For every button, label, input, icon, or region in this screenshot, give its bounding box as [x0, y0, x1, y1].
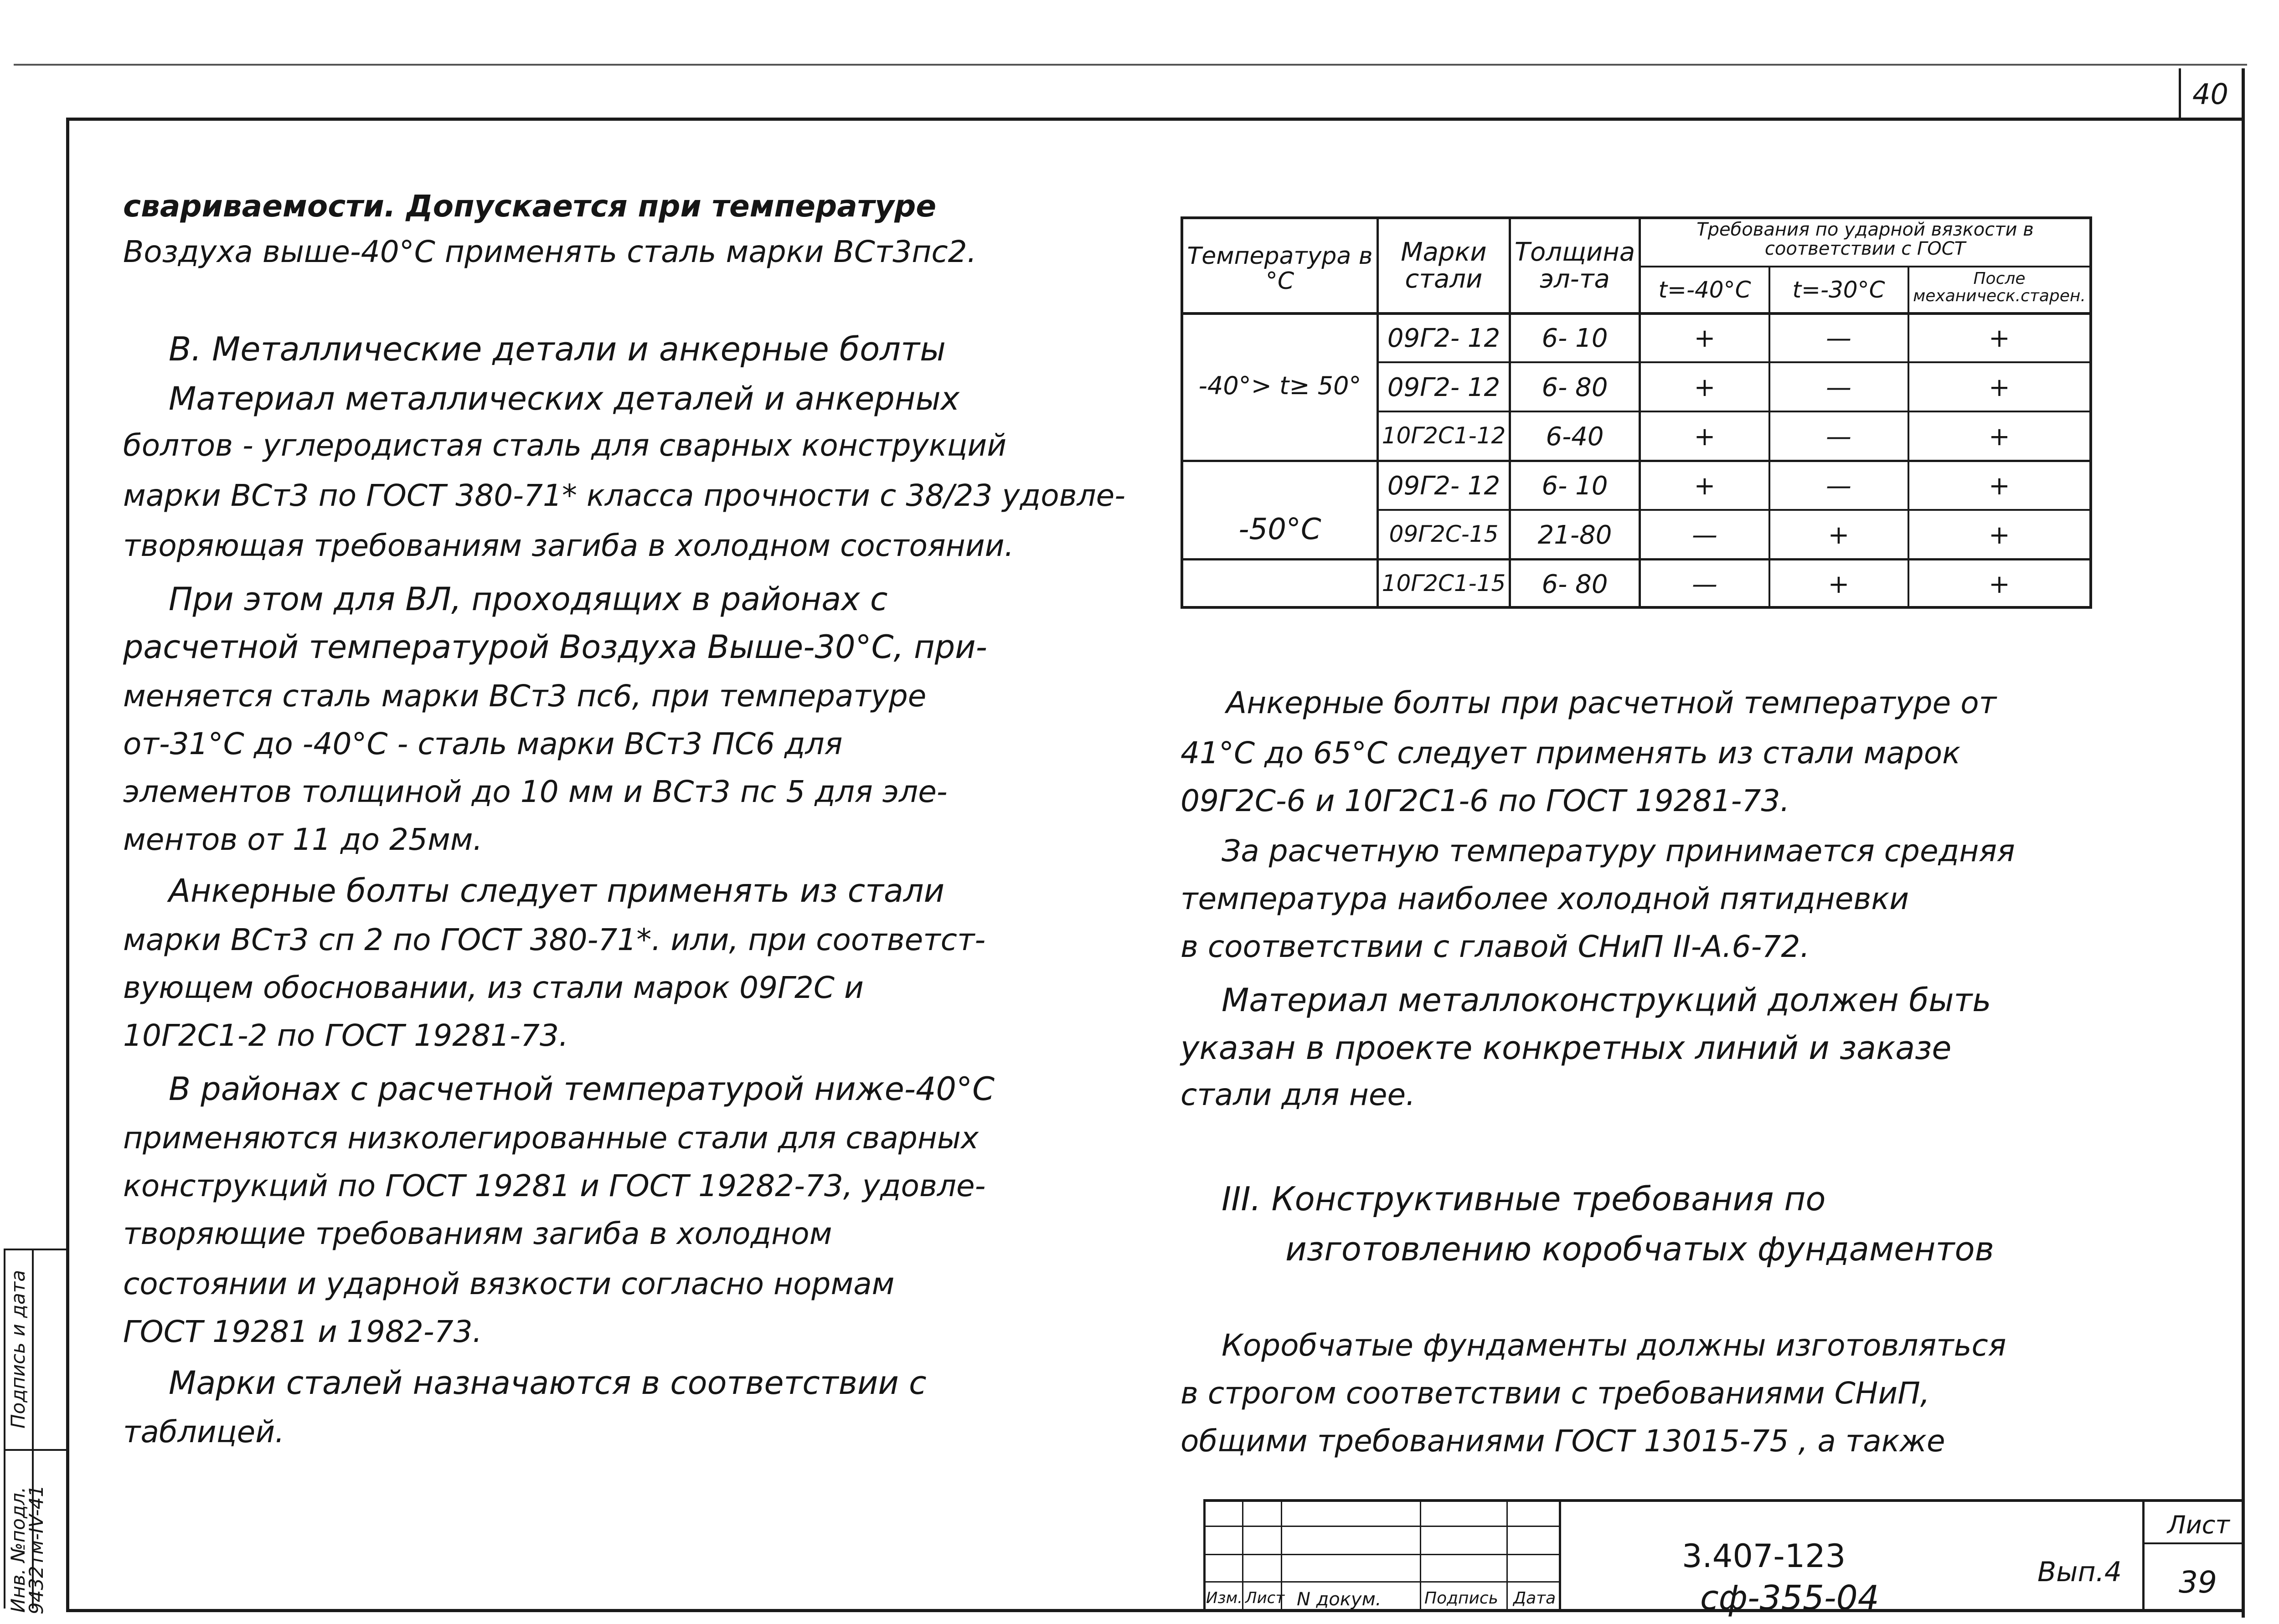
bottom-code: сф-355-04 [1700, 1578, 1879, 1618]
cell-impact-aged: + [1989, 373, 2010, 402]
cell-impact-aged: + [1989, 520, 2010, 550]
text-line: творяющая требованиям загиба в холодном состоянии. [123, 528, 1014, 563]
text-line: от-31°С до -40°С - сталь марки ВСт3 ПС6 для [123, 726, 843, 761]
cell-grade: 10Г2С1-15 [1382, 570, 1506, 596]
stamp-label: Подпись и дата [7, 1270, 29, 1429]
table-border-right [2089, 216, 2092, 609]
tb-col-label: Подпись [1424, 1589, 1498, 1608]
text-line: ГОСТ 19281 и 1982-73. [123, 1314, 482, 1349]
sheet-number: 39 [2179, 1565, 2217, 1600]
tb-col [1506, 1499, 1508, 1612]
text-line: таблицей. [123, 1414, 285, 1449]
frame-left [66, 118, 69, 1612]
cell-impact-40: — [1692, 520, 1717, 550]
stamp-number: 9432тм-IV-41 [25, 1485, 47, 1615]
text-line: При этом для ВЛ, проходящих в районах с [169, 581, 888, 618]
text-line: Анкерные болты следует применять из стали [169, 872, 945, 910]
header-impact-col: t=-30°С [1792, 277, 1885, 303]
header-temperature: Температура в °С [1187, 242, 1373, 295]
cell-impact-30: — [1826, 373, 1851, 402]
row-line [1377, 361, 2092, 363]
text-line: меняется сталь марки ВСт3 пс6, при температуре [123, 678, 927, 714]
text-line: марки ВСт3 по ГОСТ 380-71* класса прочности с 38/23 удовле- [123, 478, 1126, 513]
cell-thickness: 21-80 [1537, 520, 1612, 550]
stamp-border [4, 1249, 5, 1609]
cell-impact-40: + [1694, 324, 1716, 353]
row-line [1181, 558, 2092, 560]
top-edge-line [14, 64, 2247, 66]
doc-code: 3.407-123 [1682, 1537, 1846, 1575]
cell-impact-40: + [1694, 373, 1716, 402]
tb-row [1203, 1526, 1559, 1527]
group-label: -50°С [1238, 513, 1321, 546]
header-impact-col: t=-40°С [1658, 277, 1751, 303]
row-line [1377, 509, 2092, 511]
text-line: в строгом соответствии с требованиями СНиП, [1181, 1376, 1930, 1411]
text-line: Воздуха выше-40°С применять сталь марки ВСт3пс2. [123, 234, 977, 269]
cell-thickness: 6- 80 [1542, 373, 1608, 402]
corner-box-left [2179, 68, 2181, 119]
cell-impact-30: + [1828, 520, 1850, 550]
text-line: За расчетную температуру принимается средняя [1222, 833, 2015, 869]
text-line: болтов - углеродистая сталь для сварных конструкций [123, 428, 1007, 463]
tb-sheet-col [2142, 1499, 2145, 1612]
tb-left [1203, 1499, 1206, 1612]
text-line: температура наиболее холодной пятидневки [1181, 881, 1909, 916]
section-title: изготовлению коробчатых фундаментов [1285, 1230, 1994, 1268]
cell-impact-40: + [1694, 471, 1716, 501]
group-label: -40°> t≥ 50° [1198, 371, 1361, 400]
cell-thickness: 6- 80 [1542, 570, 1608, 599]
tb-row [1203, 1554, 1559, 1555]
stamp-border [4, 1449, 66, 1451]
table-border-bottom [1181, 606, 2092, 609]
cell-thickness: 6-40 [1546, 422, 1604, 452]
stamp-label: Инв. №подл. [7, 1486, 29, 1613]
section-heading-v: В. Металлические детали и анкерные болты [169, 330, 946, 368]
text-line: Материал металлоконструкций должен быть [1222, 982, 1991, 1019]
header-grades: Марки стали [1401, 237, 1487, 294]
side-stamp [0, 1249, 66, 1615]
frame-right [2242, 68, 2245, 1618]
cell-grade: 09Г2С-15 [1389, 521, 1499, 547]
tb-sheet-row [2142, 1542, 2245, 1544]
cell-impact-aged: + [1989, 324, 2010, 353]
text-line: элементов толщиной до 10 мм и ВСт3 пс 5 для эле- [123, 774, 948, 809]
steel-grades-table [1181, 216, 2092, 608]
tb-col [1559, 1499, 1561, 1612]
text-line: вующем обосновании, из стали марок 09Г2С и [123, 970, 864, 1005]
tb-col-label: Дата [1513, 1589, 1556, 1608]
cell-grade: 09Г2- 12 [1387, 324, 1500, 353]
cell-impact-aged: + [1989, 570, 2010, 599]
text-line: в соответствии с главой СНиП II-А.6-72. [1181, 929, 1810, 964]
text-line: свариваемости. Допускается при температуре [123, 189, 937, 224]
cell-impact-30: — [1826, 471, 1851, 501]
issue-number: Вып.4 [2037, 1556, 2122, 1588]
row-line [1377, 411, 2092, 412]
cell-grade: 09Г2- 12 [1387, 471, 1500, 501]
text-line: Коробчатые фундаменты должны изготовляться [1222, 1328, 2006, 1363]
cell-grade: 09Г2- 12 [1387, 373, 1500, 402]
cell-impact-aged: + [1989, 471, 2010, 501]
text-line: применяются низколегированные стали для сварных [123, 1120, 979, 1156]
cell-thickness: 6- 10 [1542, 471, 1608, 501]
tb-col-label: Изм. [1206, 1589, 1243, 1607]
row-line [1181, 460, 2092, 462]
section-title: III. Конструктивные требования по [1222, 1180, 1826, 1218]
impact-subheader-line [1639, 266, 2092, 267]
sheet-label: Лист [2167, 1511, 2230, 1539]
text-line: общими требованиями ГОСТ 13015-75 , а также [1181, 1424, 1945, 1459]
sheet-corner-number: 40 [2192, 77, 2228, 111]
text-line: указан в проекте конкретных линий и заказе [1181, 1029, 1952, 1067]
frame-top [66, 118, 2245, 121]
cell-thickness: 6- 10 [1542, 324, 1608, 353]
cell-impact-aged: + [1989, 422, 2010, 452]
text-line: 09Г2С-6 и 10Г2С1-6 по ГОСТ 19281-73. [1181, 783, 1790, 818]
header-impact-group: Требования по ударной вязкости в соответствии с ГОСТ [1696, 219, 2034, 259]
tb-col-label: Лист [1245, 1589, 1285, 1607]
text-line: состоянии и ударной вязкости согласно нормам [123, 1266, 895, 1301]
tb-col-label: N докум. [1297, 1589, 1382, 1610]
text-line: 10Г2С1-2 по ГОСТ 19281-73. [123, 1018, 568, 1053]
text-line: творяющие требованиям загиба в холодном [123, 1216, 832, 1251]
tb-top [1203, 1499, 2245, 1502]
col-sep-3 [1639, 216, 1641, 609]
header-separator [1181, 312, 2092, 315]
text-line: расчетной температурой Воздуха Выше-30°С, при- [123, 628, 987, 666]
text-line: Анкерные болты при расчетной температуре от [1226, 685, 1997, 720]
cell-impact-40: + [1694, 422, 1716, 452]
text-line: 41°С до 65°С следует применять из стали марок [1181, 735, 1960, 771]
text-line: Материал металлических деталей и анкерных [169, 380, 960, 417]
text-line: Марки сталей назначаются в соответствии с [169, 1364, 927, 1402]
stamp-border [4, 1249, 66, 1250]
text-line: В районах с расчетной температурой ниже-40°С [169, 1070, 995, 1108]
text-line: марки ВСт3 сп 2 по ГОСТ 380-71*. или, при соответст- [123, 922, 986, 957]
text-line: ментов от 11 до 25мм. [123, 822, 483, 857]
header-thickness: Толщина эл-та [1514, 237, 1635, 294]
cell-impact-30: + [1828, 570, 1850, 599]
tb-col [1420, 1499, 1421, 1612]
header-impact-col: После механическ.старен. [1913, 269, 2086, 305]
text-line: конструкций по ГОСТ 19281 и ГОСТ 19282-73, удовле- [123, 1168, 986, 1203]
cell-impact-40: — [1692, 570, 1717, 599]
cell-grade: 10Г2С1-12 [1382, 422, 1506, 449]
cell-impact-30: — [1826, 324, 1851, 353]
cell-impact-30: — [1826, 422, 1851, 452]
tb-row [1203, 1581, 1559, 1583]
text-line: стали для нее. [1181, 1077, 1416, 1112]
